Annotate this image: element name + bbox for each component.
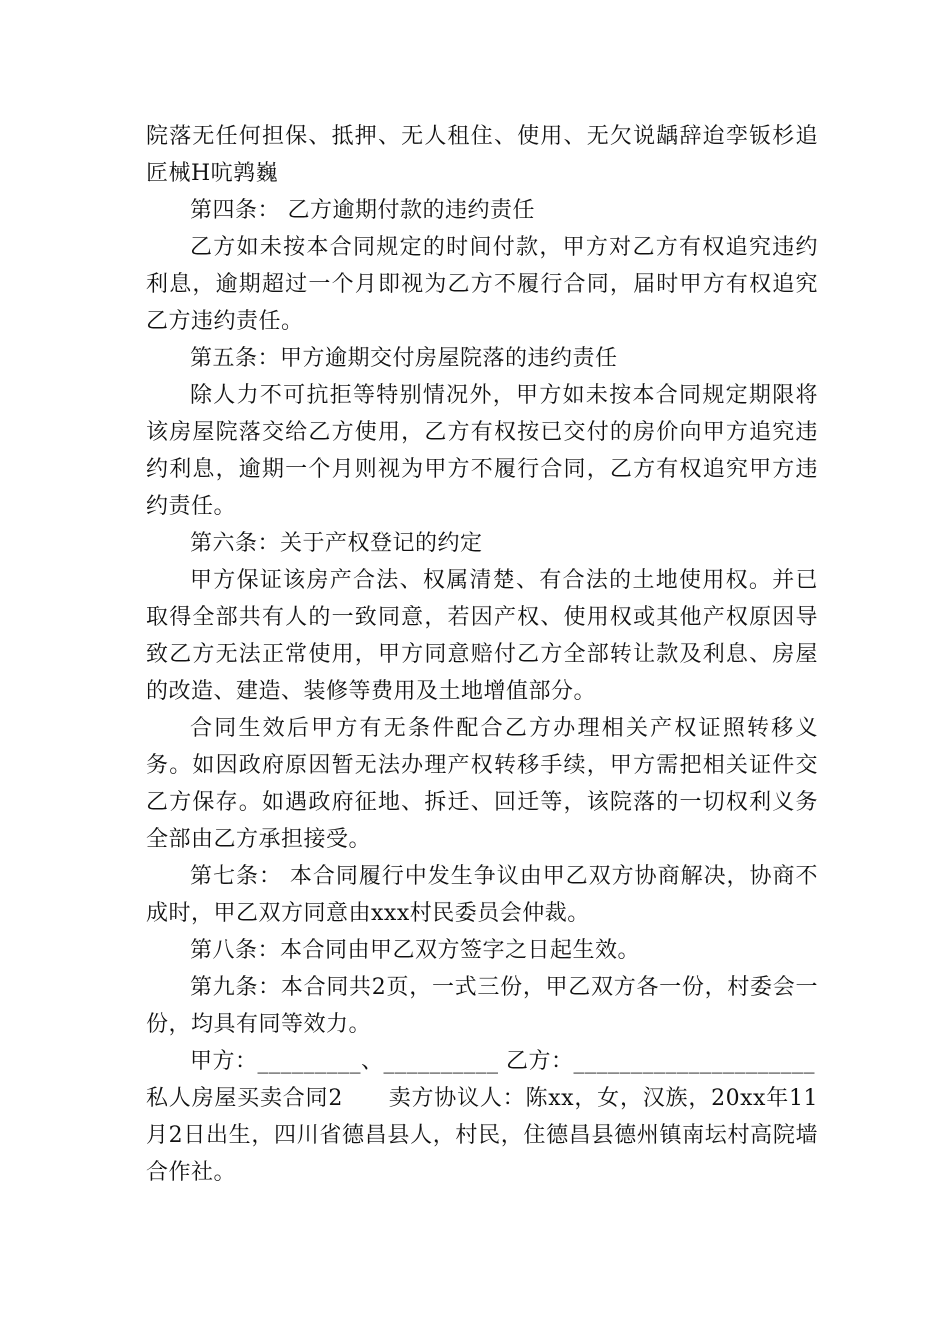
article-4-body: 乙方如未按本合同规定的时间付款，甲方对乙方有权追究违约利息，逾期超过一个月即视为乙方不履行合同，届时甲方有权追究乙方违约责任。 <box>146 235 818 334</box>
article-9: 第九条：本合同共2页，一式三份，甲乙双方各一份，村委会一份，均具有同等效力。 <box>146 975 818 1037</box>
signature-line: 甲方：_________、__________ 乙方：_____________________ <box>190 1049 815 1074</box>
article-7: 第七条： 本合同履行中发生争议由甲乙双方协商解决，协商不成时，甲乙双方同意由xxx村民委员会仲裁。 <box>146 864 818 926</box>
article-4-heading: 第四条： 乙方逾期付款的违约责任 <box>190 198 535 223</box>
article-5-heading: 第五条：甲方逾期交付房屋院落的违约责任 <box>190 346 618 371</box>
article-6-heading: 第六条：关于产权登记的约定 <box>190 531 483 556</box>
paragraph-continuation: 院落无任何担保、抵押、无人租住、使用、无欠说龋辞迨孪钣杉追匠械H吭鹑巍 <box>146 124 818 186</box>
article-6-body-1: 甲方保证该房产合法、权属清楚、有合法的土地使用权。并已取得全部共有人的一致同意，若因产权、使用权或其他产权原因导致乙方无法正常使用，甲方同意赔付乙方全部转让款及利息、房屋的改造、建造、装修等费用及土地增值部分。 <box>146 568 818 704</box>
document-body <box>146 118 818 1191</box>
next-contract-intro: 私人房屋买卖合同2 卖方协议人：陈xx，女，汉族，20xx年11月2日出生，四川省德昌县人，村民，住德昌县德州镇南坛村高院墙合作社。 <box>146 1086 818 1185</box>
article-8: 第八条：本合同由甲乙双方签字之日起生效。 <box>190 938 641 963</box>
article-6-body-2: 合同生效后甲方有无条件配合乙方办理相关产权证照转移义务。如因政府原因暂无法办理产权转移手续，甲方需把相关证件交乙方保存。如遇政府征地、拆迁、回迁等，该院落的一切权利义务全部由乙方承担接受。 <box>146 716 818 852</box>
article-5-body: 除人力不可抗拒等特别情况外，甲方如未按本合同规定期限将该房屋院落交给乙方使用，乙方有权按已交付的房价向甲方追究违约利息，逾期一个月则视为甲方不履行合同，乙方有权追究甲方违约责任。 <box>146 383 818 519</box>
